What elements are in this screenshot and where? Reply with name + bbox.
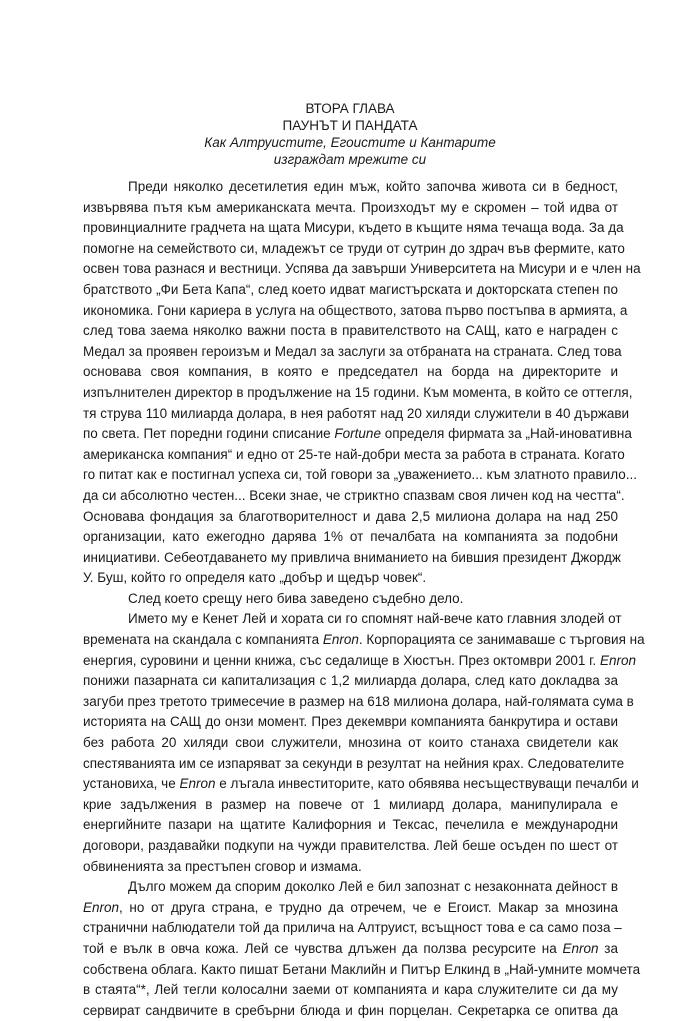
text-line: сервират сандвичите в сребърни блюда и фин порцелан. Секретарка се опитва да xyxy=(83,1002,618,1018)
text-line-mixed xyxy=(83,424,632,445)
text-segment: . Корпорацията се занимаваше с търговия на xyxy=(358,632,645,648)
paragraph-3 xyxy=(83,609,645,877)
text-line: изпълнителен директор в продължение на 15 години. Към момента, в който се оттегля, xyxy=(83,384,633,400)
italic-term-enron: Enron xyxy=(562,940,599,956)
text-line: загуби през третото тримесечие в размер на 618 милиона долара, най-голямата сума в xyxy=(83,693,634,709)
text-segment: времената на скандала с компанията xyxy=(83,632,323,648)
text-line-mixed xyxy=(83,898,618,919)
text-line: инициативи. Себеотдаването му привлича вниманието на бившия президент Джордж xyxy=(83,549,621,565)
text-line: помогне на семейството си, младежът се труди от сутрин до здрач във фермите, като xyxy=(83,240,625,256)
text-line: провинциалните градчета на щата Мисури, където в къщите няма течаща вода. За да xyxy=(83,220,624,236)
text-line: странични наблюдатели той да прилича на Алтруист, всъщност това е са само поза – xyxy=(83,920,622,936)
text-line: Преди няколко десетилетия един мъж, който започва живота си в бедност, xyxy=(128,179,618,194)
paragraph-2 xyxy=(83,589,618,610)
text-line: понижи пазарната си капитализация с 1,2 милиарда долара, след като докладва за xyxy=(83,673,618,689)
text-line: Основава фондация за благотворителност и дава 2,5 милиона долара на над 250 xyxy=(83,508,618,524)
text-segment: е лъгала инвеститорите, като обявява несъществуващи печалби и xyxy=(215,776,639,792)
text-segment: енергия, суровини и ценни книжа, със седалище в Хюстън. През октомври 2001 г. xyxy=(83,652,600,668)
text-line: обвиненията за престъпен сговор и измама. xyxy=(83,858,362,874)
text-segment: той е вълк в овча кожа. Лей се чувства длъжен да ползва ресурсите на xyxy=(83,940,563,956)
chapter-heading xyxy=(0,100,700,168)
text-line: след това заема няколко важни поста в правителството на САЩ, като е награден с xyxy=(83,323,618,339)
text-line: в стаята“*, Лей тегли колосални заеми от компанията и кара служителите си да му xyxy=(83,982,618,998)
text-line: братството „Фи Бета Капа“, след което идват магистърската и докторската степен по xyxy=(83,281,618,297)
text-line: без работа 20 хиляди свои служители, мнозина от които станаха свидетели как xyxy=(83,735,618,751)
text-line: освен това разнася и вестници. Успява да завърши Университета на Мисури и е член на xyxy=(83,261,641,277)
text-line: организации, като ежегодно дарява 1% от печалбата на компанията за подобни xyxy=(83,529,618,545)
text-line-mixed xyxy=(83,774,639,795)
italic-term-fortune: Fortune xyxy=(334,426,381,442)
text-segment: установиха, че xyxy=(83,776,180,792)
chapter-subtitle-line-1: Как Алтруистите, Егоистите и Кантарите xyxy=(204,135,496,150)
text-segment: определя фирмата за „Най-иновативна xyxy=(380,426,632,442)
text-line: крие задължения в размер на повече от 1 милиард долара, манипулирала е xyxy=(83,796,618,812)
text-line: американска компания“ и едно от 25-те най-добри места за работа в страната. Когато xyxy=(83,446,625,462)
text-segment: по света. Пет поредни години списание xyxy=(83,426,335,442)
text-line: енергийните пазари на щатите Калифорния и Тексас, печелила е международни xyxy=(83,817,618,833)
text-line: Медал за проявен героизъм и Медал за заслуги за отбраната на страната. След това xyxy=(83,343,622,359)
chapter-subtitle-line-2: изграждат мрежите си xyxy=(273,152,427,167)
text-line: Дълго можем да спорим доколко Лей е бил запознат с незаконната дейност в xyxy=(128,879,618,895)
text-line-mixed xyxy=(83,939,618,960)
chapter-number: ВТОРА ГЛАВА xyxy=(305,101,395,116)
text-line: да си абсолютно честен... Всеки знае, че стриктно спазвам своя личен код на честта“. xyxy=(83,487,625,503)
italic-term-enron: Enron xyxy=(599,652,636,668)
paragraph-1 xyxy=(83,177,641,589)
text-segment: , но от друга страна, е трудно да отречем, че е Егоист. Макар за мнозина xyxy=(119,899,618,915)
italic-term-enron: Enron xyxy=(322,632,359,648)
text-line: тя струва 110 милиарда долара, в нея работят над 20 хиляди служители в 40 държави xyxy=(83,405,630,421)
text-line-mixed xyxy=(83,651,636,672)
text-line: договори, раздавайки подкупи на чужди правителства. Лей беше осъден по шест от xyxy=(83,838,618,853)
text-line: историята на САЩ до онзи момент. През декември компанията банкрутира и остави xyxy=(83,714,618,730)
text-line: собствена облага. Както пишат Бетани Маклийн и Питър Елкинд в „Най-умните момчета xyxy=(83,961,641,977)
text-line: спестяванията им се изпаряват за секунди в резултат на нейния крах. Следователите xyxy=(83,755,625,771)
italic-term-enron: Enron xyxy=(83,899,120,915)
text-line: го питат как е постигнал успеха си, той говори за „уважението... към златното правило... xyxy=(83,467,637,483)
text-line: Името му е Кенет Лей и хората си го спомнят най-вече като главния злодей от xyxy=(128,611,622,627)
text-line: икономика. Гони кариера в услуга на обществото, затова първо постъпва в армията, а xyxy=(83,302,628,318)
body-text xyxy=(83,177,645,1021)
paragraph-4 xyxy=(83,877,641,1021)
text-line: основава своя компания, в която е председател на борда на директорите и xyxy=(83,364,618,380)
text-line-mixed xyxy=(83,630,645,651)
chapter-title: ПАУНЪТ И ПАНДАТА xyxy=(282,118,418,133)
text-line: След което срещу него бива заведено съдебно дело. xyxy=(128,590,464,606)
italic-term-enron: Enron xyxy=(179,776,216,792)
text-line: извървява пътя към американската мечта. Произходът му е скромен – той идва от xyxy=(83,199,618,215)
text-segment: за xyxy=(598,940,618,956)
text-line: У. Буш, който го определя като „добър и щедър човек“. xyxy=(83,570,427,586)
